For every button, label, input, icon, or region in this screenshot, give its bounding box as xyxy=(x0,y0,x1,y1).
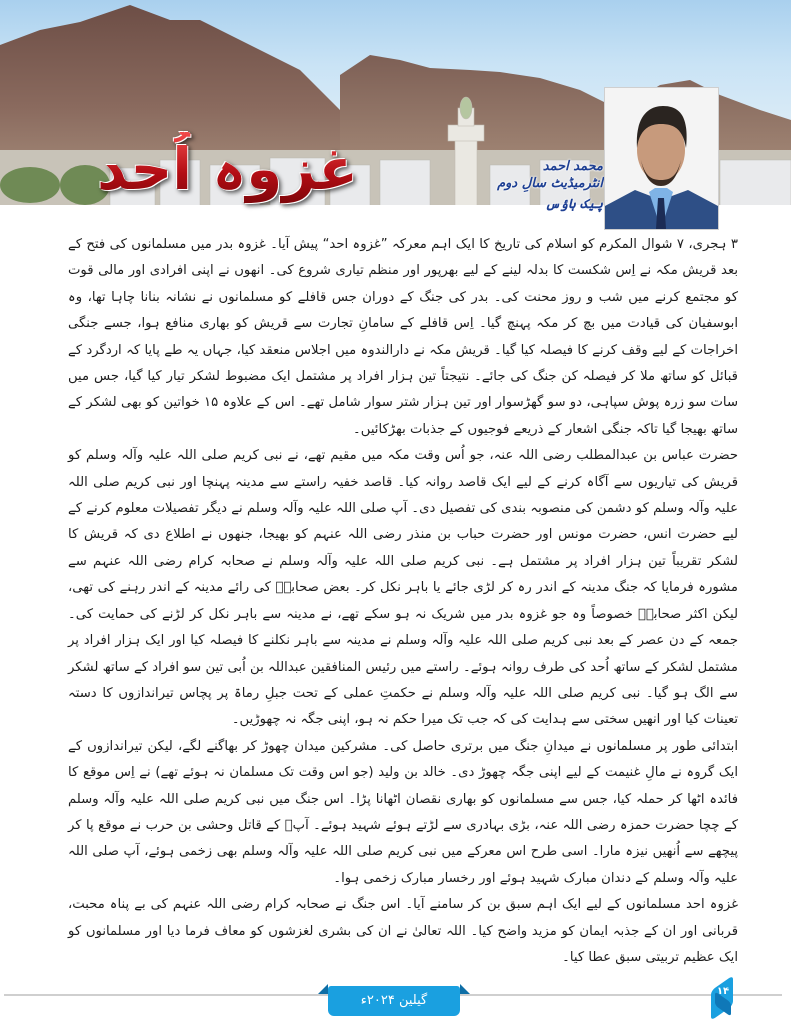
author-block xyxy=(468,158,603,213)
article-paragraph: ۳ ہجری، ۷ شوال المکرم کو اسلام کی تاریخ کا ایک اہم معرکہ ”غزوہ احد“ پیش آیا۔ غزوہ بدر میں مسلمانوں کی فتح کے بعد قریش مکہ نے اِس شکست کا بدلہ لینے کے لیے بھرپور اور منظم تیاری شروع کی۔ انھوں نے اپنی افرادی اور مالی قوت کو مجتمع کرنے میں شب و روز محنت کی۔ بدر کی جنگ کے دوران جس قافلے کو مسلمانوں نے نشانہ بنانا چاہا تھا، وہ ابوسفیان کی قیادت میں بچ کر مکہ پہنچ گیا۔ اِس قافلے کے سامانِ تجارت سے قریش کو بھاری منافع ہوا، جسے جنگی اخراجات کے لیے وقف کرنے کا فیصلہ کیا گیا۔ قریش مکہ نے دارالندوہ میں اجلاس منعقد کیا، جہاں یہ طے پایا کہ اردگرد کے قبائل کو ساتھ ملا کر فیصلہ کن جنگ کی جائے۔ نتیجتاً تین ہزار افراد پر مشتمل ایک مضبوط لشکر تیار کیا گیا، جس میں سات سو زرہ پوش سپاہی، دو سو گھڑسوار اور تین ہزار شتر سوار شامل تھے۔ اس کے علاوہ ۱۵ خواتین کو بھی لشکر کے ساتھ بھیجا گیا تاکہ جنگی اشعار کے ذریعے فوجیوں کے جذبات بھڑکائیں۔ xyxy=(68,237,738,437)
person-portrait-icon xyxy=(605,88,718,229)
article-paragraph: حضرت عباس بن عبدالمطلب رضی اللہ عنہ، جو اُس وقت مکہ میں مقیم تھے، نے نبی کریم صلی اللہ علیہ وآلہ وسلم کو قریش کی تیاریوں سے آگاہ کرنے کے لیے ایک قاصد روانہ کیا۔ قاصد خفیہ راستے سے مدینہ پہنچا اور نبی کریم صلی اللہ علیہ وآلہ وسلم کو دشمن کی منصوبہ بندی کی تفصیل دی۔ آپ صلی اللہ علیہ وآلہ وسلم نے دیگر تفصیلات معلوم کرنے کے لیے حضرت انس، حضرت مونس اور حضرت حباب بن منذر رضی اللہ عنہم کو بھیجا، جنھوں نے اطلاع دی کہ قریش کا لشکر تقریباً تین ہزار افراد پر مشتمل ہے۔ نبی کریم صلی اللہ علیہ وآلہ وسلم نے صحابہ کرام رضی اللہ عنہم سے مشورہ فرمایا کہ جنگ مدینہ کے اندر رہ کر لڑی جائے یا باہر نکل کر۔ بعض صحابہؓ کی رائے مدینہ کے اندر رہنے کی تھی، لیکن اکثر صحابہؓ خصوصاً وہ جو غزوہ بدر میں شریک نہ ہو سکے تھے، نے مدینہ سے باہر نکل کر لڑنے کی حمایت کی۔ جمعہ کے دن عصر کے بعد نبی کریم صلی اللہ علیہ وآلہ وسلم نے مدینہ سے باہر نکلنے کا فیصلہ کیا اور ایک ہزار افراد پر مشتمل لشکر کے ساتھ اُحد کی طرف روانہ ہوئے۔ راستے میں رئیس المنافقین عبداللہ بن اُبی تین سو افراد کے ساتھ لشکر سے الگ ہو گیا۔ نبی کریم صلی اللہ علیہ وآلہ وسلم نے حکمتِ عملی کے تحت جبلِ رماۃ پر پچاس تیراندازوں کا دستہ تعینات کیا اور انھیں سختی سے ہدایت کی کہ جب تک میرا حکم نہ ہو، اپنی جگہ نہ چھوڑیں۔ xyxy=(68,448,738,728)
page-number: ۱۴ xyxy=(716,986,730,997)
article-title: غزوہ اُحد xyxy=(95,132,360,207)
article-paragraph: غزوہ احد مسلمانوں کے لیے ایک اہم سبق بن کر سامنے آیا۔ اس جنگ نے صحابہ کرام رضی اللہ عنہم کی بے پناہ محبت، قربانی اور ان کے جذبہ ایمان کو مزید واضح کیا۔ اللہ تعالیٰ نے ان کی بشری لغزشوں کو معاف فرما دیا اور مسلمانوں کو ایک عظیم تربیتی سبق عطا کیا۔ xyxy=(68,897,738,965)
author-photo xyxy=(604,87,719,230)
author-house: پیک ہاؤس xyxy=(545,197,603,212)
tab-fold-right xyxy=(460,984,470,994)
magazine-issue-label: گیلین ۲۰۲۴ء xyxy=(360,993,428,1008)
footer-magazine-tab xyxy=(328,984,460,1016)
author-name: محمد احمد xyxy=(542,159,603,174)
article-body xyxy=(68,232,738,971)
tab-fold-left xyxy=(318,984,328,994)
page-number-badge xyxy=(708,978,738,1018)
article-paragraph: ابتدائی طور پر مسلمانوں نے میدانِ جنگ میں برتری حاصل کی۔ مشرکین میدان چھوڑ کر بھاگنے لگے، لیکن تیراندازوں کے ایک گروہ نے مالِ غنیمت کے لیے اپنی جگہ چھوڑ دی۔ خالد بن ولید (جو اس وقت تک مسلمان نہ ہوئے تھے) نے اِس موقع کا فائدہ اٹھا کر حملہ کیا، جس سے مسلمانوں کو بھاری نقصان اٹھانا پڑا۔ اس جنگ میں نبی کریم صلی اللہ علیہ وآلہ وسلم کے چچا حضرت حمزہ رضی اللہ عنہ، بڑی بہادری سے لڑتے ہوئے شہید ہوئے۔ آپؓ کے قاتل وحشی بن حرب نے موقع پا کر پیچھے سے اُنھیں نیزہ مارا۔ اسی طرح اس معرکے میں نبی کریم صلی اللہ علیہ وآلہ وسلم بھی زخمی ہوئے، آپ صلی اللہ علیہ وآلہ وسلم کے دندان مبارک شہید ہوئے اور رخسار مبارک زخمی ہوا۔ xyxy=(68,738,738,886)
author-class: انٹرمیڈیٹ سالِ دوم xyxy=(497,176,603,191)
